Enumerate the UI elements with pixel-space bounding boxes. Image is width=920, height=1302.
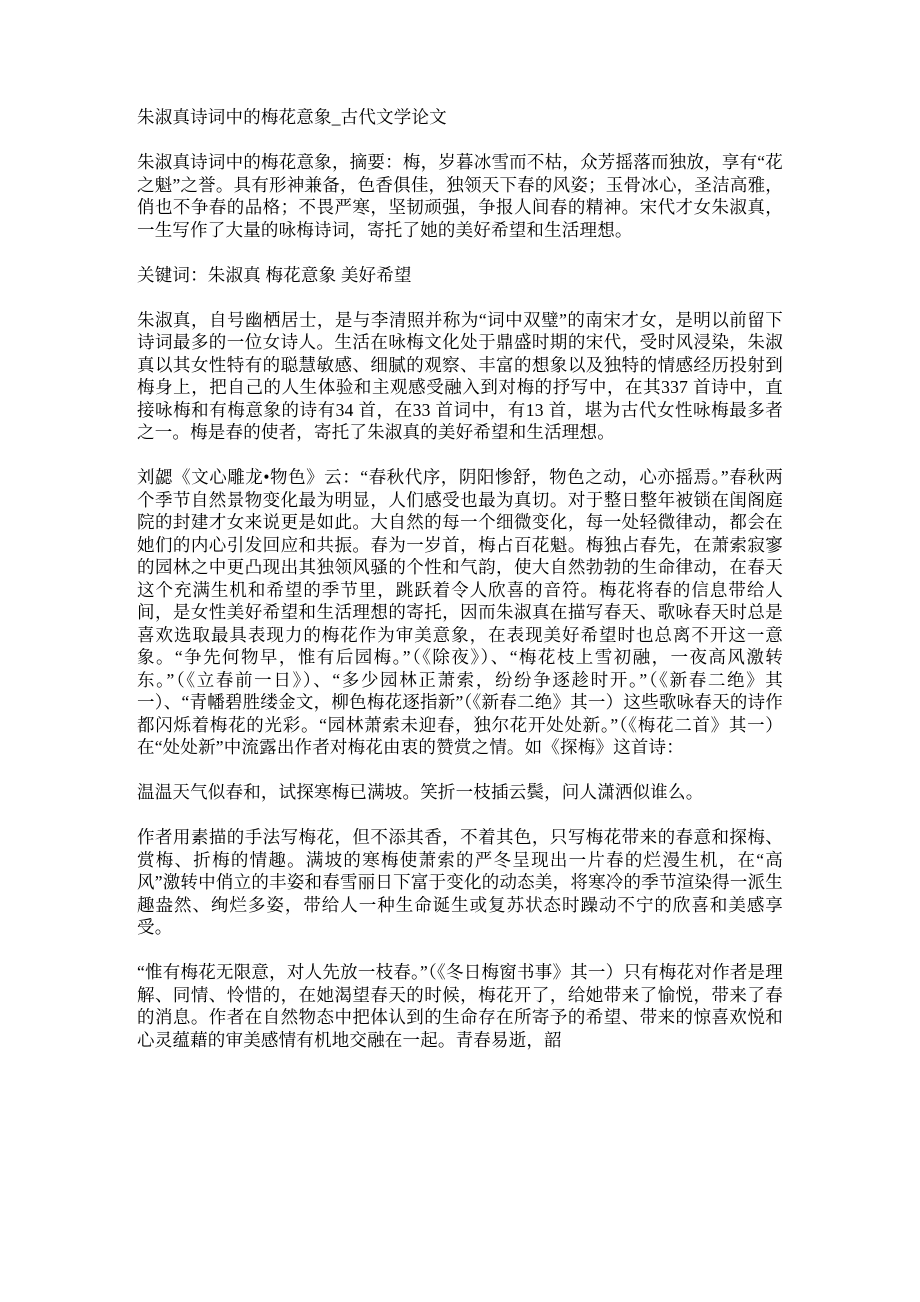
abstract-paragraph: 朱淑真诗词中的梅花意象，摘要：梅，岁暮冰雪而不枯，众芳摇落而独放，享有“花之魁”之誉。具有形神兼备，色香俱佳，独领天下春的风姿；玉骨冰心，圣洁高雅，俏也不争春的品格；不畏严寒，坚韧顽强，争报人间春的精神。宋代才女朱淑真，一生写作了大量的咏梅诗词，寄托了她的美好希望和生活理想。 — [137, 152, 783, 240]
document-title: 朱淑真诗词中的梅花意象_古代文学论文 — [137, 107, 447, 127]
closing-paragraph: “惟有梅花无限意，对人先放一枝春。”（《冬日梅窗书事》其一）只有梅花对作者是理解、同情、怜惜的，在她渴望春天的时候，梅花开了，给她带来了愉悦，带来了春的消息。作者在自然物态中把体认到的生命存在所寄予的希望、带来的惊喜欢悦和心灵蕴藉的审美感情有机地交融在一起。青春易逝，韶 — [137, 962, 783, 1050]
spring-imagery-paragraph: 刘勰《文心雕龙•物色》云：“春秋代序，阴阳惨舒，物色之动，心亦摇焉。”春秋两个季节自然景物变化最为明显，人们感受也最为真切。对于整日整年被锁在闺阁庭院的封建才女来说更是如此。大自然的每一个细微变化，每一处轻微律动，都会在她们的内心引发回应和共振。春为一岁首，梅占百花魁。梅独占春先，在萧索寂寥的园林之中更凸现出其独领风骚的个性和气韵，使大自然勃勃的生命律动，在春天这个充满生机和希望的季节里，跳跃着令人欣喜的音符。梅花将春的信息带给人间，是女性美好希望和生活理想的寄托，因而朱淑真在描写春天、歌咏春天时总是喜欢选取最具表现力的梅花作为审美意象，在表现美好希望时也总离不开这一意象。“争先何物早，惟有后园梅。”（《除夜》）、“梅花枝上雪初融，一夜高风激转东。”（《立春前一日》）、“多少园林正萧索，纷纷争逐趁时开。”（《新春二绝》其一）、“青幡碧胜缕金文，柳色梅花逐指新”（《新春二绝》其一）这些歌咏春天的诗作都闪烁着梅花的光彩。“园林萧索未迎春，独尔花开处处新。”（《梅花二首》其一）在“处处新”中流露出作者对梅花由衷的赞赏之情。如《探梅》这首诗： — [137, 467, 783, 757]
analysis-paragraph: 作者用素描的手法写梅花，但不添其香，不着其色，只写梅花带来的春意和探梅、赏梅、折梅的情趣。满坡的寒梅使萧索的严冬呈现出一片春的烂漫生机，在“高风”激转中俏立的丰姿和春雪丽日下富于变化的动态美，将寒冷的季节渲染得一派生趣盎然、绚烂多姿，带给人一种生命诞生或复苏状态时躁动不宁的欣喜和美感享受。 — [137, 827, 783, 937]
poem-line: 温温天气似春和，试探寒梅已满坡。笑折一枝插云鬓，问人潇洒似谁么。 — [137, 782, 704, 802]
keywords-line: 关键词：朱淑真 梅花意象 美好希望 — [137, 264, 412, 285]
intro-paragraph: 朱淑真，自号幽栖居士，是与李清照并称为“词中双璧”的南宋才女，是明以前留下诗词最多的一位女诗人。生活在咏梅文化处于鼎盛时期的宋代，受时风浸染，朱淑真以其女性特有的聪慧敏感、细腻的观察、丰富的想象以及独特的情感经历投射到梅身上，把自己的人生体验和主观感受融入到对梅的抒写中，在其337 首诗中，直接咏梅和有梅意象的诗有34 首，在33 首词中，有13 首，堪为古代女性咏梅最多者之一。梅是春的使者，寄托了朱淑真的美好希望和生活理想。 — [137, 309, 783, 442]
